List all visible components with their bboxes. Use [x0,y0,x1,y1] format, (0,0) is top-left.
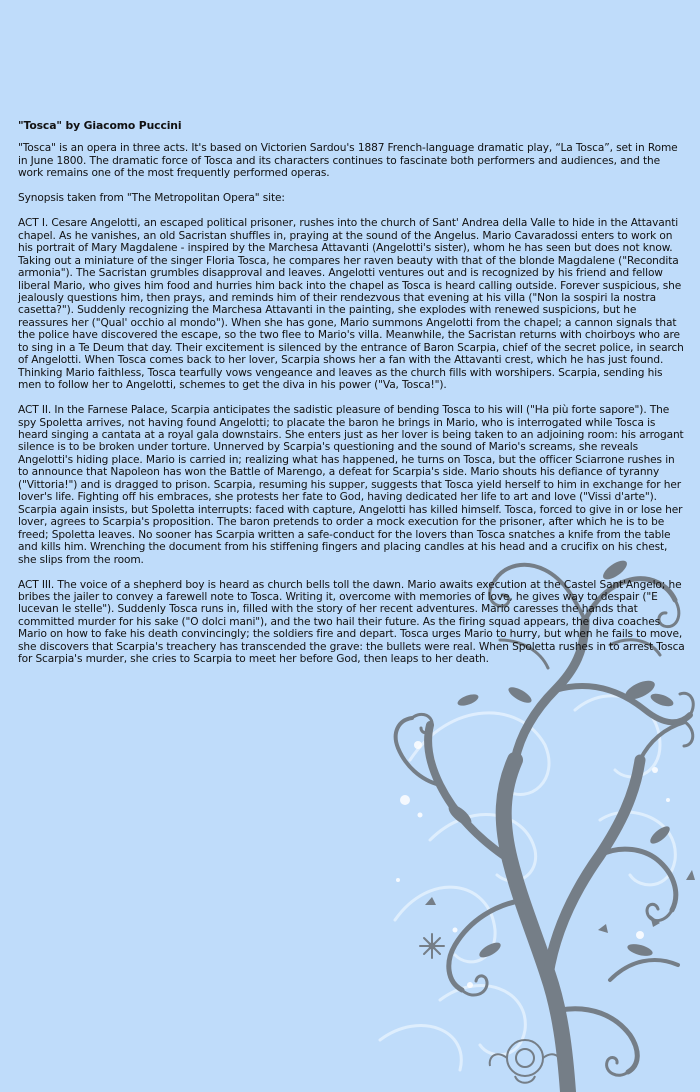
page-title: "Tosca" by Giacomo Puccini [18,119,182,132]
act-two-paragraph: ACT II. In the Farnese Palace, Scarpia anticipates the sadistic pleasure of bending Tosca to his will ("Ha più forte sapore"). The spy Spoletta arrives, not having found Angelotti; to placate the baron he brings in Mario, who is interrogated while Tosca is heard singing a cantata at a royal gala downstairs. She enters just as her lover is being taken to an adjoining room: his arrogant silence is to be broken under torture. Unnerved by Scarpia's questioning and the sound of Mario's screams, she reveals Angelotti's hiding place. Mario is carried in; realizing what has happened, he turns on Tosca, but the officer Sciarrone rushes in to announce that Napoleon has won the Battle of Marengo, a defeat for Scarpia's side. Mario shouts his defiance of tyranny ("Vittoria!") and is dragged to prison. Scarpia, resuming his supper, suggests that Tosca yield herself to him in exchange for her lover's life. Fighting off his embraces, she protests her fate to God, having dedicated her life to art and love ("Vissi d'arte"). Scarpia again insists, but Spoletta interrupts: faced with capture, Angelotti has killed himself. Tosca, forced to give in or lose her lover, agrees to Scarpia's proposition. The baron pretends to order a mock execution for the prisoner, after which he is to be freed; Spoletta leaves. No sooner has Scarpia written a safe-conduct for the lovers than Tosca snatches a knife from the table and kills him. Wrenching the document from his stiffening fingers and placing candles at his head and a crucifix on his chest, she slips from the room. [18,404,684,566]
act-three-paragraph: ACT III. The voice of a shepherd boy is heard as church bells toll the dawn. Mario awaits execution at the Castel Sant'Angelo; he bribes the jailer to convey a farewell note to Tosca. Writing it, overcome with memories of love, he gives way to despair ("E lucevan le stelle"). Suddenly Tosca runs in, filled with the story of her recent adventures. Mario caresses the hands that committed murder for his sake ("O dolci mani"), and the two hail their future. As the firing squad appears, the diva coaches Mario on how to fake his death convincingly; the soldiers fire and depart. Tosca urges Mario to hurry, but when he fails to move, she discovers that Scarpia's treachery has transcended the grave: the bullets were real. When Spoletta rushes in to arrest Tosca for Scarpia's murder, she cries to Scarpia to meet her before God, then leaps to her death. [18,578,685,666]
source-line: Synopsis taken from "The Metropolitan Opera" site: [18,192,285,205]
intro-paragraph: "Tosca" is an opera in three acts. It's based on Victorien Sardou's 1887 French-language dramatic play, “La Tosca”, set in Rome in June 1800. The dramatic force of Tosca and its characters continues to fascinate both performers and audiences, and the work remains one of the most frequently performed operas. [18,142,678,180]
synopsis-document [18,120,686,678]
act-one-paragraph: ACT I. Cesare Angelotti, an escaped political prisoner, rushes into the church of Sant' Andrea della Valle to hide in the Attavanti chapel. As he vanishes, an old Sacristan shuffles in, praying at the sound of the Angelus. Mario Cavaradossi enters to work on his portrait of Mary Magdalene - inspired by the Marchesa Attavanti (Angelotti's sister), whom he has seen but does not know. Taking out a miniature of the singer Floria Tosca, he compares her raven beauty with that of the blonde Magdalene ("Recondita armonia"). The Sacristan grumbles disapproval and leaves. Angelotti ventures out and is recognized by his friend and fellow liberal Mario, who gives him food and hurries him back into the chapel as Tosca is heard calling outside. Forever suspicious, she jealously questions him, then prays, and reminds him of their rendezvous that evening at his villa ("Non la sospiri la nostra casetta?"). Suddenly recognizing the Marchesa Attavanti in the painting, she explodes with renewed suspicions, but he reassures her ("Qual' occhio al mondo"). When she has gone, Mario summons Angelotti from the chapel; a cannon signals that the police have discovered the escape, so the two flee to Mario's villa. Meanwhile, the Sacristan returns with choirboys who are to sing in a Te Deum that day. Their excitement is silenced by the entrance of Baron Scarpia, chief of the secret police, in search of Angelotti. When Tosca comes back to her lover, Scarpia shows her a fan with the Attavanti crest, which he has just found. Thinking Mario faithless, Tosca tearfully vows vengeance and leaves as the church fills with worshipers. Scarpia, sending his men to follow her to Angelotti, schemes to get the diva in his power ("Va, Tosca!"). [18,217,684,392]
